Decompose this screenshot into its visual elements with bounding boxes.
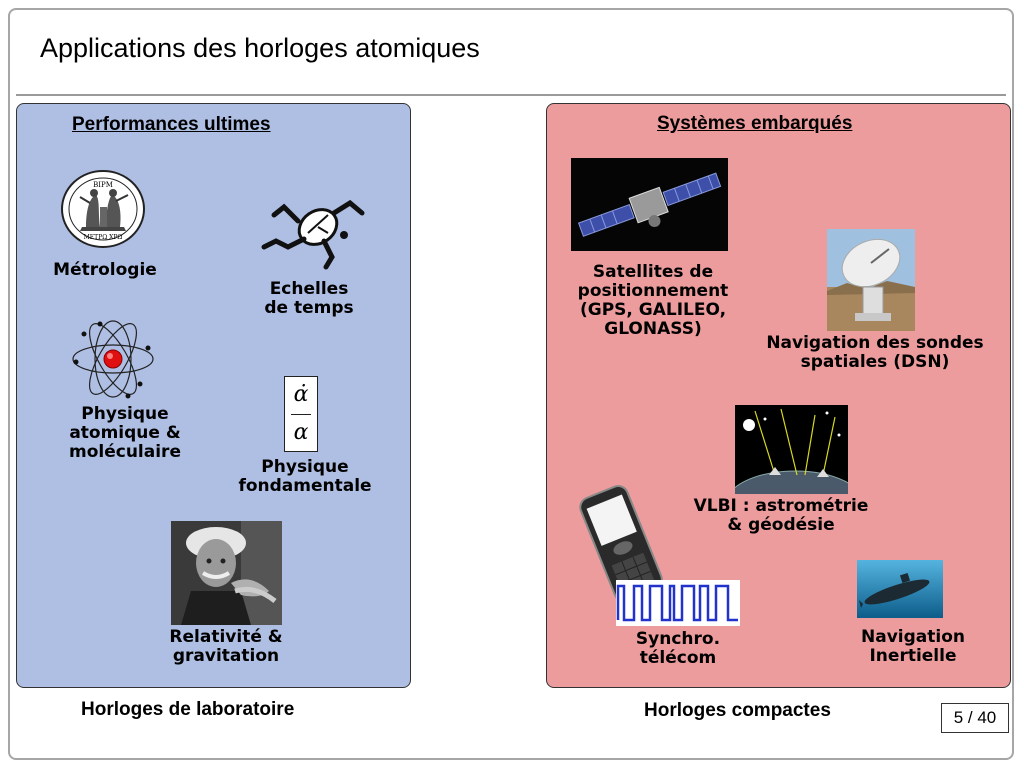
alpha-dot-formula-icon (284, 376, 318, 452)
bipm-seal-icon (60, 169, 146, 249)
label-physique-atomique: Physique atomique & moléculaire (69, 404, 181, 462)
slide-title: Applications des horloges atomiques (40, 33, 480, 63)
left-panel-heading: Performances ultimes (72, 114, 271, 135)
radio-dish-photo-icon (827, 229, 915, 331)
bipm-logo-bottom-text: ΜΕΤΡΩ ΧΡΩ (83, 234, 123, 241)
einstein-photo-icon (171, 521, 282, 625)
label-navigation-inertielle: Navigation Inertielle (861, 627, 965, 666)
label-synchro-telecom: Synchro. télécom (635, 629, 721, 668)
formula-denominator: α (293, 420, 309, 445)
right-panel-caption: Horloges compactes (644, 700, 831, 721)
bipm-logo-top-text: BIPM (93, 181, 113, 189)
title-divider (16, 94, 1006, 96)
label-metrologie: Métrologie (53, 260, 157, 280)
atom-icon (70, 318, 156, 400)
label-relativite: Relativité & gravitation (169, 627, 283, 666)
label-vlbi: VLBI : astrométrie & géodésie (693, 496, 869, 535)
vlbi-photo-icon (735, 405, 848, 494)
formula-numerator: α̇ (293, 382, 309, 407)
square-wave-icon (616, 580, 740, 626)
right-panel-heading: Systèmes embarqués (657, 113, 853, 134)
label-satellites: Satellites de positionnement (GPS, GALILEO, GLONASS) (577, 262, 729, 339)
label-physique-fondamentale: Physique fondamentale (238, 457, 372, 496)
left-panel-caption: Horloges de laboratoire (81, 699, 295, 720)
label-navigation-sondes: Navigation des sondes spatiales (DSN) (766, 333, 984, 372)
satellite-photo-icon (571, 158, 728, 251)
submarine-photo-icon (857, 560, 943, 618)
page-number: 5 / 40 (941, 703, 1009, 733)
label-echelles-de-temps: Echelles de temps (264, 279, 354, 318)
running-clock-man-icon (258, 193, 370, 271)
